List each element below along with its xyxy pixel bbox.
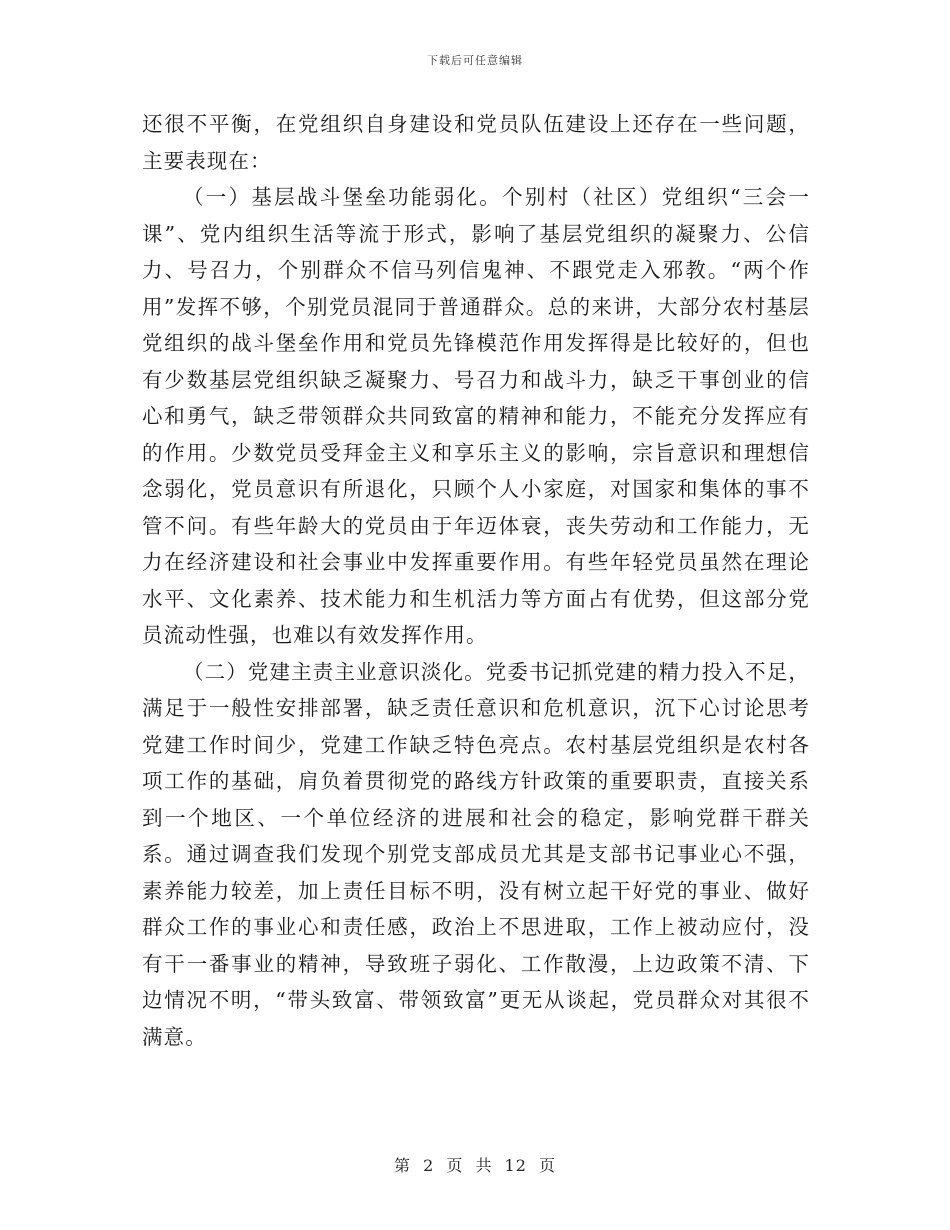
header-note: 下载后可任意编辑 [427, 54, 523, 67]
paragraph-continuation: 还很不平衡，在党组织自身建设和党员队伍建设上还存在一些问题，主要表现在： [142, 112, 810, 173]
paragraph-section-two: （二）党建主责主业意识淡化。党委书记抓党建的精力投入不足，满足于一般性安排部署，缺乏责任意识和危机意识，沉下心讨论思考党建工作时间少，党建工作缺乏特色亮点。农村基层党组织是农村各项工作的基础，肩负着贯彻党的路线方针政策的重要职责，直接关系到一个地区、一个单位经济的进展和社会的稳定，影响党群干群关系。通过调查我们发现个别党支部成员尤其是支部书记事业心不强，素养能力较差，加上责任目标不明，没有树立起干好党的事业、做好群众工作的事业心和责任感，政治上不思进取，工作上被动应付，没有干一番事业的精神，导致班子弱化、工作散漫，上边政策不清、下边情况不明，“带头致富、带领致富”更无从谈起，党员群众对其很不满意。 [142, 659, 810, 1049]
paragraph-section-one: （一）基层战斗堡垒功能弱化。个别村（社区）党组织“三会一课”、党内组织生活等流于形式，影响了基层党组织的凝聚力、公信力、号召力，个别群众不信马列信鬼神、不跟党走入邪教。“两个作用”发挥不够，个别党员混同于普通群众。总的来讲，大部分农村基层党组织的战斗堡垒作用和党员先锋模范作用发挥得是比较好的，但也有少数基层党组织缺乏凝聚力、号召力和战斗力，缺乏干事创业的信心和勇气，缺乏带领群众共同致富的精神和能力，不能充分发挥应有的作用。少数党员受拜金主义和享乐主义的影响，宗旨意识和理想信念弱化，党员意识有所退化，只顾个人小家庭，对国家和集体的事不管不问。有些年龄大的党员由于年迈体衰，丧失劳动和工作能力，无力在经济建设和社会事业中发挥重要作用。有些年轻党员虽然在理论水平、文化素养、技术能力和生机活力等方面占有优势，但这部分党员流动性强，也难以有效发挥作用。 [142, 185, 810, 647]
page-number: 第 2 页 共 12 页 [394, 1156, 556, 1175]
document-body [142, 106, 810, 1055]
